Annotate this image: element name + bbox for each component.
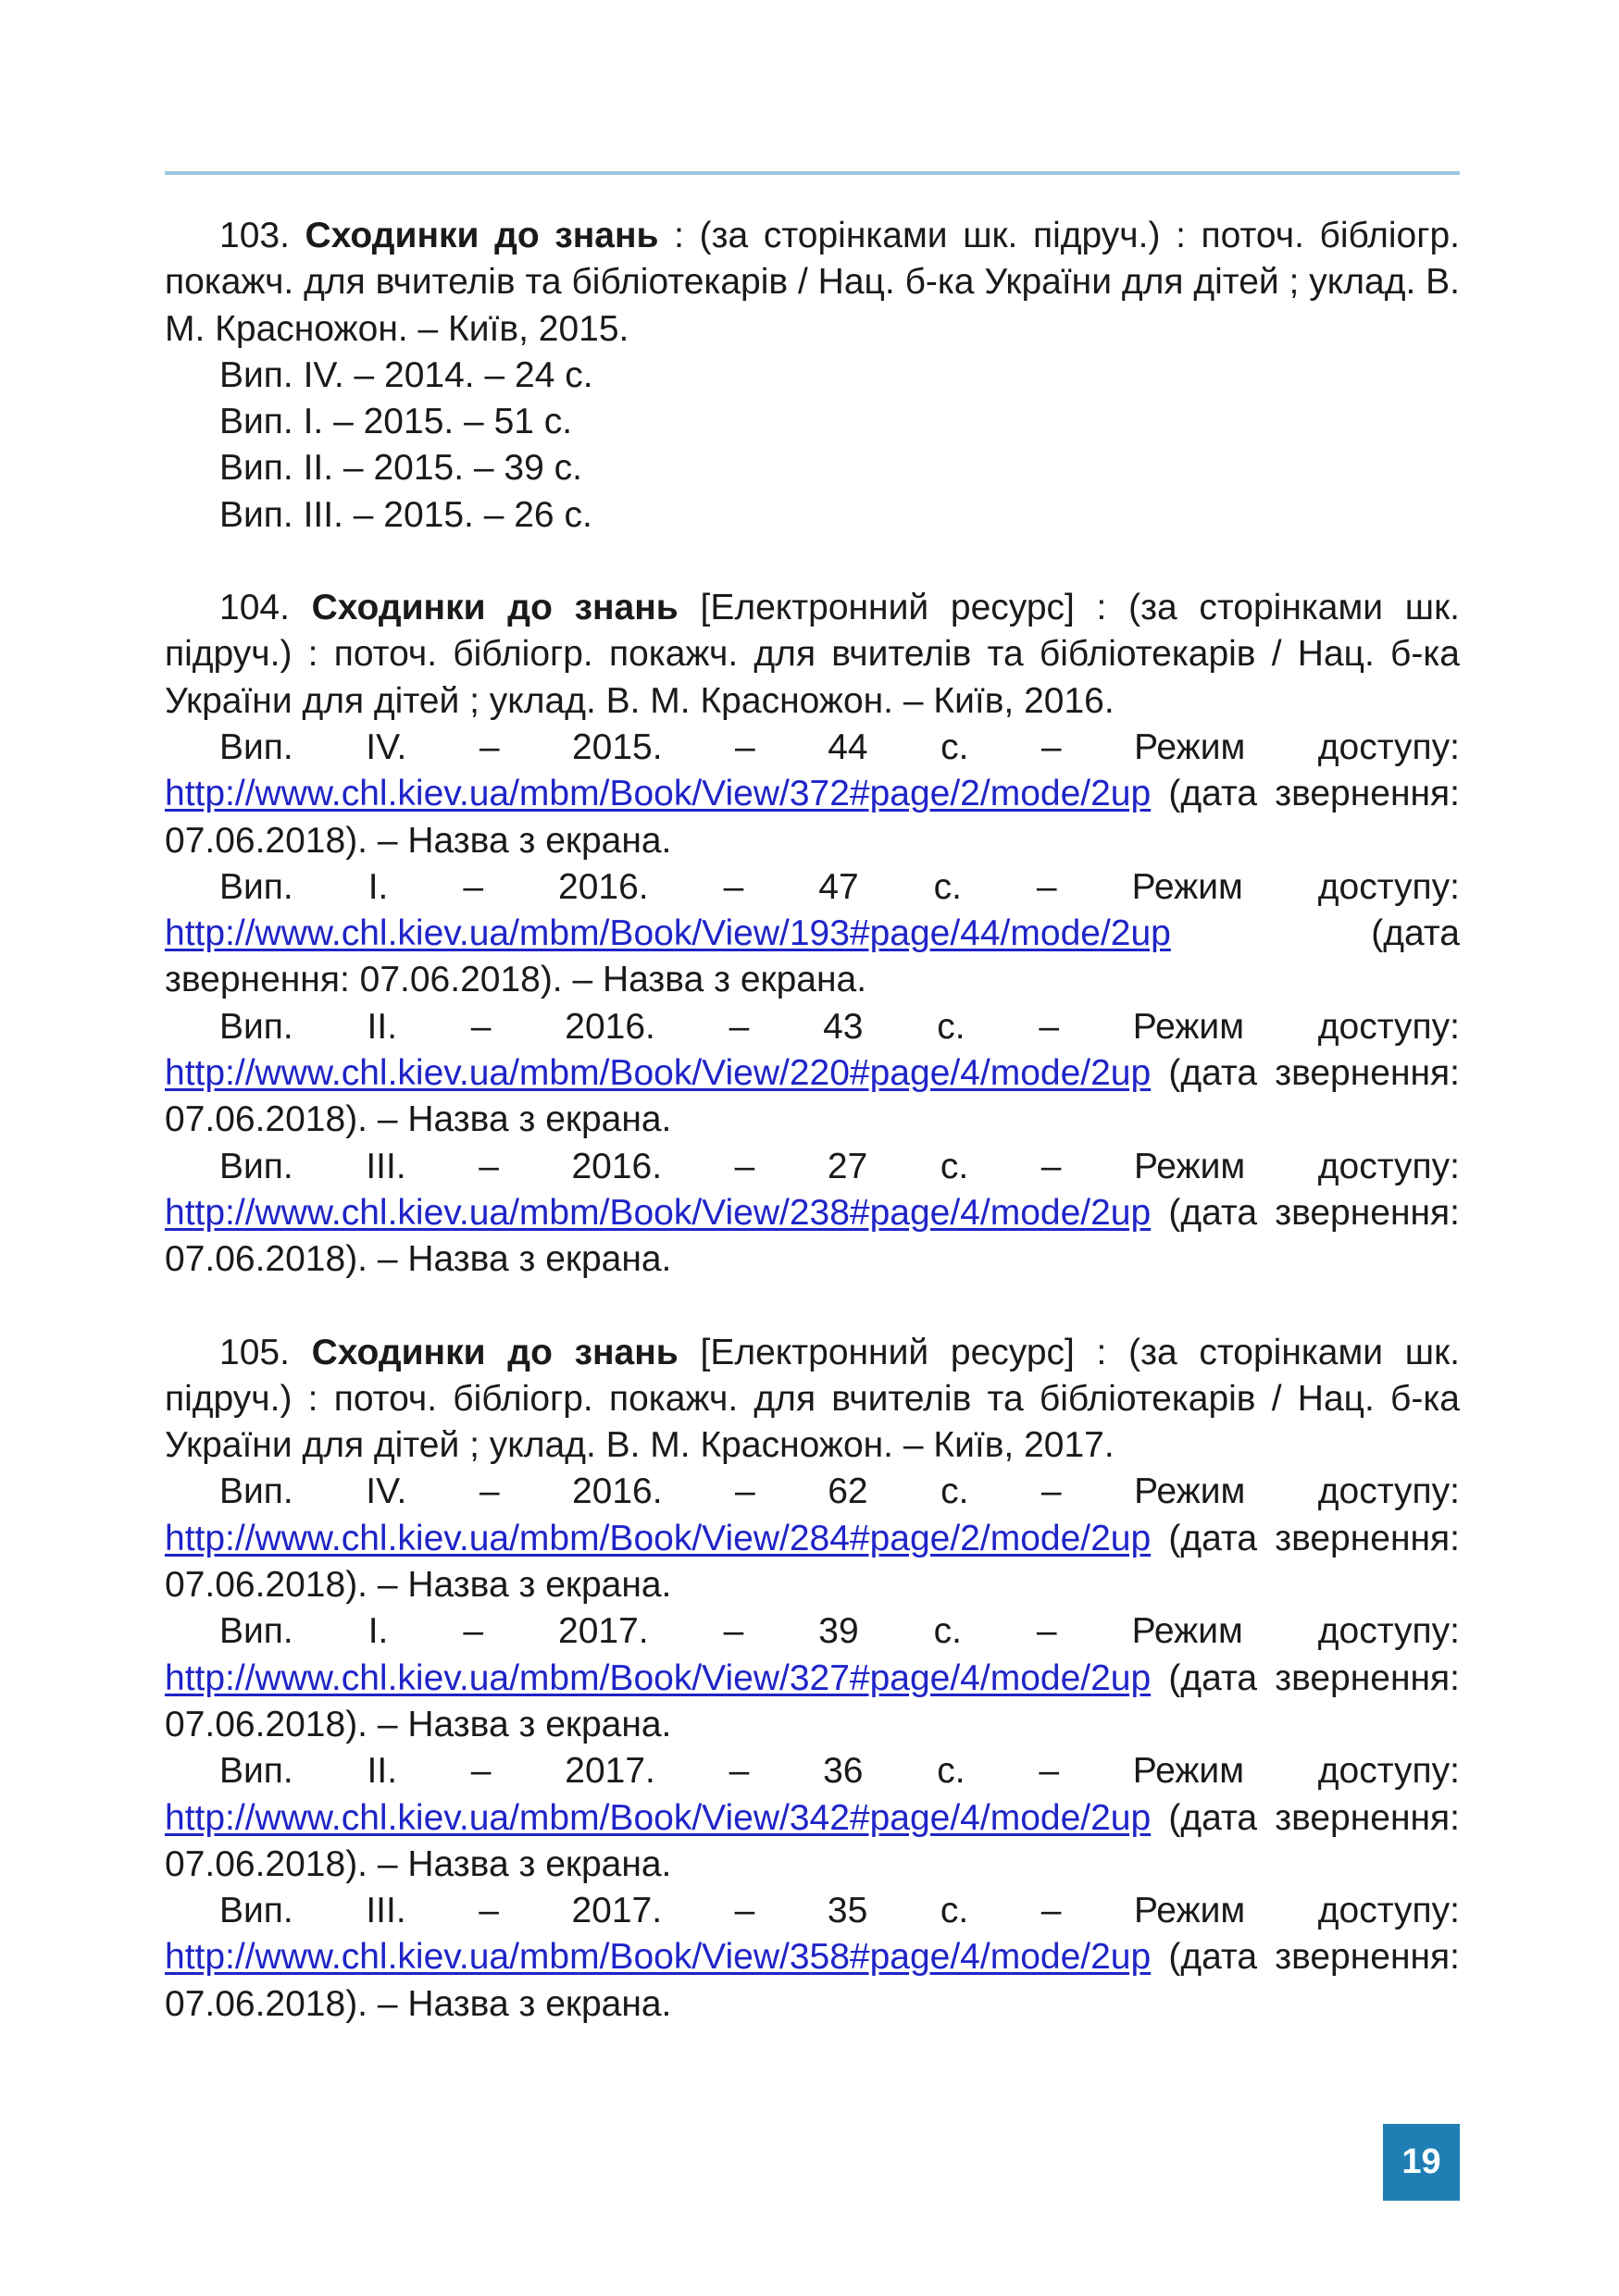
issue-suffix: (дата звернення: 07.06.2018). – Назва з екрана. [165,1053,1460,1140]
entry-number: 103. [219,216,290,255]
header-divider [165,171,1460,175]
entry-heading [165,1330,1460,1470]
entry-heading [165,585,1460,725]
issue-url-link[interactable]: http://www.chl.kiev.ua/mbm/Book/View/358#page/4/mode/2up [165,1937,1152,1978]
issue-text: Вип. IV. – 2015. – 44 с. – Режим доступу: [219,726,1460,767]
issue-line [165,492,1460,539]
issue-url-link[interactable]: http://www.chl.kiev.ua/mbm/Book/View/284#page/2/mode/2up [165,1518,1152,1558]
issue-line [165,1469,1460,1608]
issue-url-link[interactable]: http://www.chl.kiev.ua/mbm/Book/View/238#page/4/mode/2up [165,1192,1152,1233]
issue-line [165,353,1460,399]
issue-text: Вип. III. – 2016. – 27 с. – Режим доступу: [219,1146,1460,1186]
issue-suffix: (дата звернення: 07.06.2018). – Назва з екрана. [165,1797,1460,1884]
issue-text: Вип. II. – 2015. – 39 с. [219,448,582,489]
entry-title: Сходинки до знань [311,588,679,628]
entry-number: 104. [219,588,290,628]
issue-text: Вип. II. – 2016. – 43 с. – Режим доступу: [219,1006,1460,1047]
issue-suffix: (дата звернення: 07.06.2018). – Назва з екрана. [165,913,1460,1000]
issue-url-link[interactable]: http://www.chl.kiev.ua/mbm/Book/View/372#page/2/mode/2up [165,774,1152,814]
issue-text: Вип. I. – 2017. – 39 с. – Режим доступу: [219,1611,1460,1652]
bibliography-entry [165,585,1460,1283]
bibliography-entry [165,1330,1460,2028]
bibliography-entry [165,213,1460,539]
issue-line [165,399,1460,445]
bibliography-list [165,213,1460,2074]
issue-url-link[interactable]: http://www.chl.kiev.ua/mbm/Book/View/193#page/44/mode/2up [165,913,1171,954]
issue-text: Вип. II. – 2017. – 36 с. – Режим доступу: [219,1751,1460,1792]
entry-title: Сходинки до знань [305,216,659,255]
entry-title: Сходинки до знань [311,1332,679,1372]
issue-line [165,864,1460,1004]
issue-url-link[interactable]: http://www.chl.kiev.ua/mbm/Book/View/220#page/4/mode/2up [165,1053,1152,1094]
entry-number: 105. [219,1332,290,1372]
issue-text: Вип. III. – 2017. – 35 с. – Режим доступу: [219,1891,1460,1931]
issue-line [165,1004,1460,1144]
issue-url-link[interactable]: http://www.chl.kiev.ua/mbm/Book/View/342#page/4/mode/2up [165,1797,1152,1838]
entry-description: [Електронний ресурс] : (за сторінками шк. підруч.) : поточ. бібліогр. покажч. для вчителів та бібліотекарів / Нац. б-ка України для дітей ; уклад. В. М. Красножон. – Київ, 2017. [165,1332,1460,1466]
issue-suffix: (дата звернення: 07.06.2018). – Назва з екрана. [165,1518,1460,1606]
issue-line [165,725,1460,864]
issue-suffix: (дата звернення: 07.06.2018). – Назва з екрана. [165,774,1460,861]
issue-text: Вип. III. – 2015. – 26 с. [219,494,592,535]
issue-line [165,1608,1460,1748]
issue-text: Вип. IV. – 2014. – 24 с. [219,354,593,395]
issue-text: Вип. IV. – 2016. – 62 с. – Режим доступу: [219,1471,1460,1512]
issue-line [165,1748,1460,1888]
issue-suffix: (дата звернення: 07.06.2018). – Назва з екрана. [165,1937,1460,2024]
issue-text: Вип. I. – 2016. – 47 с. – Режим доступу: [219,866,1460,907]
entry-description: : (за сторінками шк. підруч.) : поточ. бібліогр. покажч. для вчителів та бібліотекарів / Нац. б-ка України для дітей ; уклад. В. М. Красножон. – Київ, 2015. [165,216,1461,349]
entry-heading [165,213,1460,353]
issue-url-link[interactable]: http://www.chl.kiev.ua/mbm/Book/View/327#page/4/mode/2up [165,1657,1152,1698]
issue-line [165,1888,1460,2028]
entry-description: [Електронний ресурс] : (за сторінками шк. підруч.) : поточ. бібліогр. покажч. для вчителів та бібліотекарів / Нац. б-ка України для дітей ; уклад. В. М. Красножон. – Київ, 2016. [165,588,1460,721]
issue-line [165,445,1460,491]
issue-text: Вип. I. – 2015. – 51 с. [219,402,573,442]
issue-suffix: (дата звернення: 07.06.2018). – Назва з екрана. [165,1192,1460,1280]
issue-line [165,1144,1460,1284]
issue-suffix: (дата звернення: 07.06.2018). – Назва з екрана. [165,1657,1460,1744]
page-number-badge: 19 [1383,2124,1460,2201]
